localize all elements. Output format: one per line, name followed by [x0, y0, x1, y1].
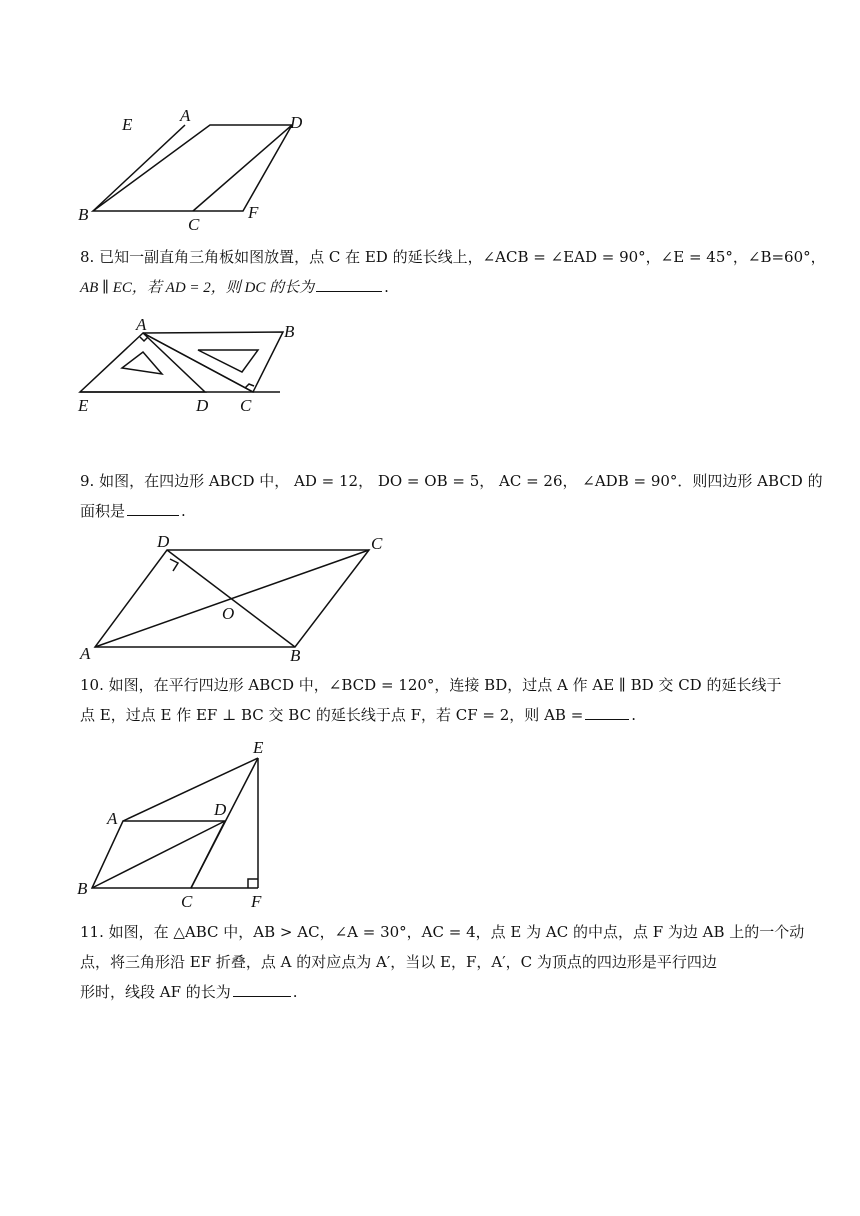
period: .: [292, 983, 298, 1001]
label-c: C: [371, 534, 383, 553]
question-11-text: 形时，线段 AF 的长为: [80, 983, 231, 1001]
label-f: F: [251, 892, 262, 911]
label-c: C: [188, 215, 200, 234]
figure-q10: [75, 735, 285, 911]
question-10-line-2: [80, 700, 780, 730]
question-9: [80, 466, 823, 526]
figure-q9: [75, 533, 395, 663]
label-f: F: [248, 203, 259, 222]
question-9-line-2: [80, 496, 780, 526]
right-angle-mark-d: [170, 559, 178, 571]
label-b: B: [78, 205, 89, 224]
triangle-cutout-large: [198, 350, 258, 372]
question-10: [80, 670, 780, 730]
answer-blank-10[interactable]: [585, 702, 629, 720]
right-angle-mark-c: [245, 384, 254, 388]
answer-blank-9[interactable]: [127, 498, 179, 516]
triangle-acb: [143, 332, 283, 392]
question-11-line-1: 11. 如图，在 △ABC 中，AB > AC，∠A = 30°，AC = 4，点 E 为 AC 的中点，点 F 为边 AB 上的一个动: [80, 923, 805, 941]
question-9-line-1: 9. 如图，在四边形 ABCD 中， AD = 12， DO = OB = 5， AC = 26， ∠ADB = 90°．则四边形 ABCD 的: [80, 472, 823, 490]
segment-ac: [143, 333, 253, 392]
label-a: A: [107, 809, 118, 828]
segment-ab: [93, 125, 185, 211]
question-10-text: 点 E，过点 E 作 EF ⊥ BC 交 BC 的延长线于点 F，若 CF = 2，则 AB =: [80, 706, 584, 724]
question-8-line-1: 8. 已知一副直角三角板如图放置，点 C 在 ED 的延长线上，∠ACB = ∠EAD = 90°，∠E = 45°，∠B=60°，: [80, 248, 826, 266]
question-8: [80, 242, 826, 303]
question-11: [80, 917, 805, 1007]
label-a: A: [80, 644, 91, 663]
right-angle-mark-a: [140, 337, 148, 341]
right-angle-mark-f: [248, 879, 258, 888]
label-c: C: [181, 892, 193, 911]
question-10-line-1: 10. 如图，在平行四边形 ABCD 中，∠BCD = 120°，连接 BD，过点 A 作 AE ∥ BD 交 CD 的延长线于: [80, 676, 782, 694]
period: .: [181, 502, 186, 520]
diagonal-bd: [167, 550, 295, 647]
label-a: A: [136, 315, 147, 334]
figure-q8: [70, 310, 330, 420]
label-b: B: [290, 646, 301, 665]
question-8-text: AB ∥ EC，若 AD = 2，则 DC 的长为: [80, 280, 315, 296]
triangle-cutout-small: [122, 352, 162, 374]
answer-blank-8[interactable]: [316, 274, 382, 292]
triangle-eda: [80, 333, 205, 392]
label-c: C: [240, 396, 252, 415]
period: .: [631, 706, 637, 724]
label-d: D: [214, 800, 227, 819]
label-e: E: [122, 115, 133, 134]
segment-ec: [191, 758, 258, 888]
label-d: D: [290, 113, 303, 132]
question-11-line-2: 点，将三角形沿 EF 折叠，点 A 的对应点为 A′，当以 E，F，A′，C 为顶点的四边形是平行四边: [80, 953, 717, 971]
label-a: A: [180, 106, 191, 125]
segment-dc: [193, 125, 292, 211]
label-e: E: [253, 738, 264, 757]
question-9-text: 面积是: [80, 502, 126, 520]
diagonal-bd: [92, 821, 225, 888]
label-b: B: [77, 879, 88, 898]
segment-ae: [123, 758, 258, 821]
label-d: D: [196, 396, 209, 415]
question-11-line-3: [80, 977, 780, 1007]
label-e: E: [78, 396, 89, 415]
label-o: O: [222, 604, 235, 623]
label-d: D: [157, 532, 170, 551]
period: .: [384, 278, 389, 296]
parallelogram-outline: [93, 125, 292, 211]
question-8-line-2: [80, 272, 780, 303]
figure-q7: [70, 100, 320, 240]
label-b: B: [284, 322, 295, 341]
answer-blank-11[interactable]: [233, 979, 291, 997]
